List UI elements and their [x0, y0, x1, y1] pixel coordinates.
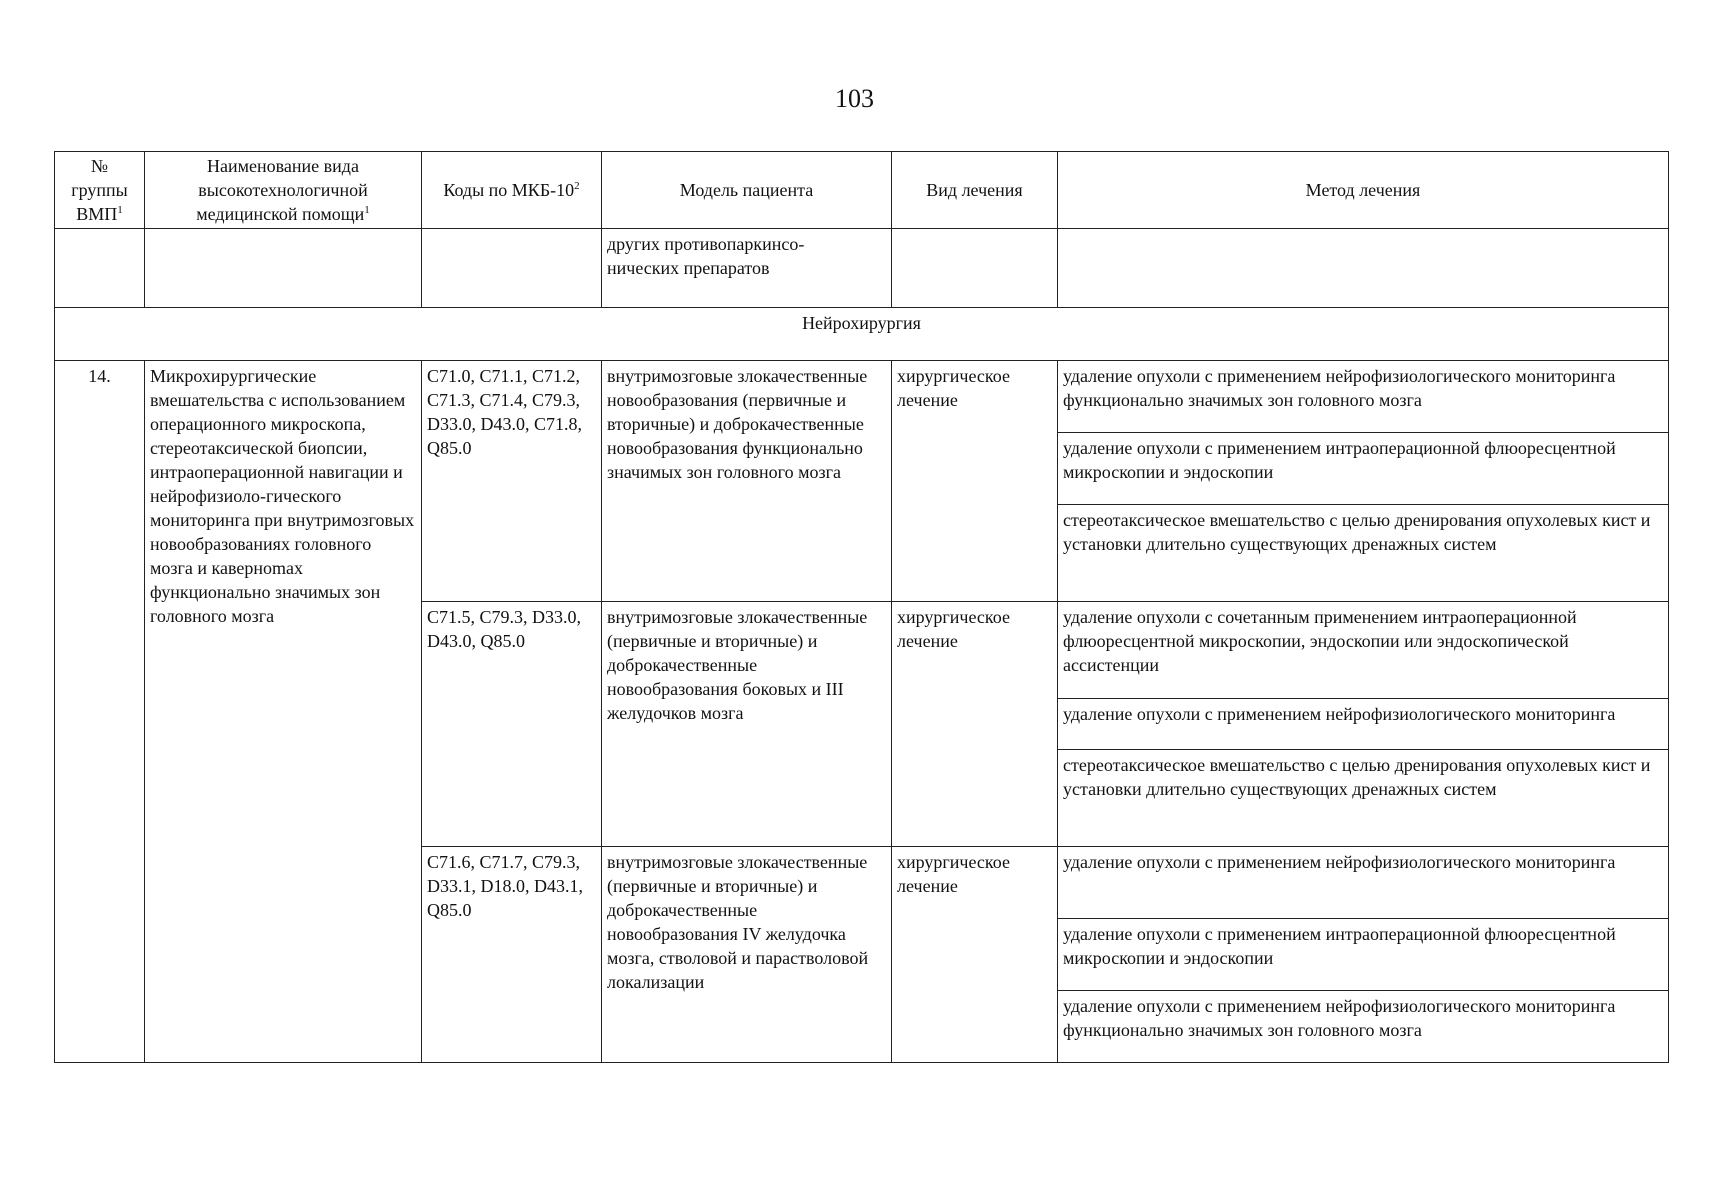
treatment-method-cell: удаление опухоли с применением нейрофизиологического мониторинга функционально значимых зон головного мозга — [1058, 991, 1669, 1063]
header-care-name-line2: высокотехнологичной — [198, 180, 368, 200]
header-treatment-method: Метод лечения — [1058, 152, 1669, 229]
patient-model-cell: внутримозговые злокачественные новообразования (первичные и вторичные) и доброкачественные новообразования функционально значимых зон головного мозга — [602, 361, 892, 602]
treatment-method-cell: удаление опухоли с сочетанным применением интраоперационной флюоресцентной микроскопии, эндоскопии или эндоскопической ассистенции — [1058, 602, 1669, 699]
header-group-number — [55, 152, 145, 229]
footnote-marker: 1 — [117, 204, 123, 216]
continuation-model-cell — [602, 229, 892, 308]
icd-codes-cell: C71.5, C79.3, D33.0, D43.0, Q85.0 — [422, 602, 602, 847]
care-name-cell: Микрохирургические вмешательства с использованием операционного микроскопа, стереотаксической биопсии, интраоперационной навигации и нейрофизиоло-гического мониторинга при внутримозговых новообразованиях головного мозга и кавернomах функционально значимых зон головного мозга — [145, 361, 422, 1063]
continuation-model-line2: нических препаратов — [607, 258, 770, 278]
group-number-cell: 14. — [55, 361, 145, 1063]
header-icd-codes — [422, 152, 602, 229]
treatment-method-cell: стереотаксическое вмешательство с целью дренирования опухолевых кист и установки длительно существующих дренажных систем — [1058, 750, 1669, 847]
table-cell — [55, 229, 145, 308]
header-care-name-line3: медицинской помощи — [196, 204, 365, 224]
treatment-method-cell: удаление опухоли с применением нейрофизиологического мониторинга — [1058, 699, 1669, 750]
header-care-name — [145, 152, 422, 229]
continuation-model-line1: других противопаркинсо- — [607, 234, 805, 254]
icd-codes-cell: C71.6, C71.7, C79.3, D33.1, D18.0, D43.1, Q85.0 — [422, 847, 602, 1063]
page-number: 103 — [835, 84, 874, 113]
section-row — [55, 308, 1669, 361]
treatment-method-cell: стереотаксическое вмешательство с целью дренирования опухолевых кист и установки длительно существующих дренажных систем — [1058, 505, 1669, 602]
header-patient-model: Модель пациента — [602, 152, 892, 229]
vmp-table — [54, 151, 1669, 1063]
treatment-method-cell: удаление опухоли с применением интраоперационной флюоресцентной микроскопии и эндоскопии — [1058, 433, 1669, 505]
table-header-row — [55, 152, 1669, 229]
header-group-number-line1: № — [90, 156, 109, 176]
treatment-type-cell: хирургическое лечение — [892, 847, 1058, 1063]
treatment-method-cell: удаление опухоли с применением нейрофизиологического мониторинга — [1058, 847, 1669, 919]
section-title: Нейрохирургия — [55, 308, 1669, 361]
patient-model-cell: внутримозговые злокачественные (первичные и вторичные) и доброкачественные новообразования IV желудочка мозга, стволовой и парастволовой локализации — [602, 847, 892, 1063]
footnote-marker: 1 — [364, 204, 370, 216]
header-icd-codes-label: Коды по МКБ-10 — [443, 180, 575, 200]
icd-codes-cell: C71.0, C71.1, C71.2, C71.3, C71.4, C79.3, D33.0, D43.0, C71.8, Q85.0 — [422, 361, 602, 602]
table-row — [55, 361, 1669, 433]
treatment-type-cell: хирургическое лечение — [892, 602, 1058, 847]
header-group-number-line2: группы — [71, 180, 128, 200]
continuation-row — [55, 229, 1669, 308]
table-cell — [892, 229, 1058, 308]
footnote-marker: 2 — [574, 180, 580, 192]
table-cell — [422, 229, 602, 308]
treatment-type-cell: хирургическое лечение — [892, 361, 1058, 602]
treatment-method-cell: удаление опухоли с применением интраоперационной флюоресцентной микроскопии и эндоскопии — [1058, 919, 1669, 991]
treatment-method-cell: удаление опухоли с применением нейрофизиологического мониторинга функционально значимых зон головного мозга — [1058, 361, 1669, 433]
header-treatment-type: Вид лечения — [892, 152, 1058, 229]
header-care-name-line1: Наименование вида — [207, 156, 359, 176]
table-cell — [145, 229, 422, 308]
patient-model-cell: внутримозговые злокачественные (первичные и вторичные) и доброкачественные новообразования боковых и III желудочков мозга — [602, 602, 892, 847]
header-group-number-line3: ВМП — [76, 204, 118, 224]
table-cell — [1058, 229, 1669, 308]
